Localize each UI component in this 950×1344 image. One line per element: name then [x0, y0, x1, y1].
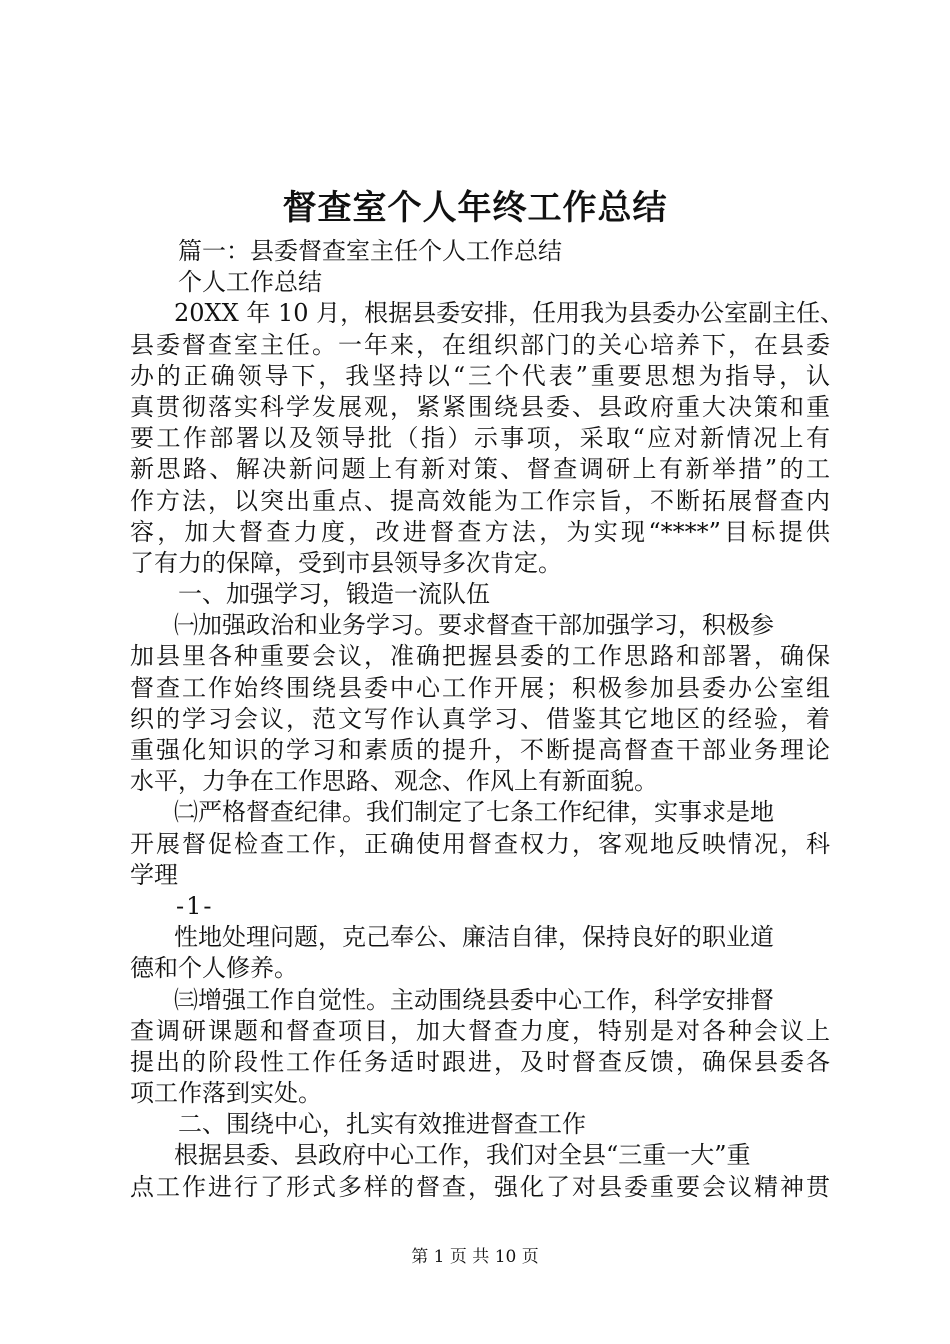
paragraph-line: 水平，力争在工作思路、观念、作风上有新面貌。: [130, 767, 658, 796]
paragraph-line: 县委督查室主任。一年来，在组织部门的关心培养下，在县委: [130, 330, 830, 359]
paragraph-line: 学理: [130, 860, 178, 889]
paragraph-line: 查调研课题和督查项目，加大督查力度，特别是对各种会议上: [130, 1016, 830, 1045]
paragraph-line: 了有力的保障，受到市县领导多次肯定。: [130, 548, 562, 577]
paragraph-line: 德和个人修养。: [130, 954, 298, 983]
paragraph-line: 督查工作始终围绕县委中心工作开展；积极参加县委办公室组: [130, 673, 830, 702]
paragraph-line: 性地处理问题，克己奉公、廉洁自律，保持良好的职业道: [174, 923, 774, 952]
paragraph-line: ㈢增强工作自觉性。主动围绕县委中心工作，科学安排督: [174, 985, 774, 1014]
subheading: 个人工作总结: [178, 268, 322, 297]
paragraph-line: 项工作落到实处。: [130, 1079, 322, 1108]
paragraph-line: ㈠加强政治和业务学习。要求督查干部加强学习，积极参: [174, 611, 774, 640]
section-heading: 一、加强学习，锻造一流队伍: [178, 580, 490, 609]
paragraph-line: 重强化知识的学习和素质的提升，不断提高督查干部业务理论: [130, 736, 830, 764]
paragraph-line: 20XX 年 10 月，根据县委安排，任用我为县委办公室副主任、: [174, 299, 845, 328]
page-footer: 第 1 页 共 10 页: [411, 1247, 539, 1267]
paragraph-line: 办的正确领导下，我坚持以“三个代表”重要思想为指导，认: [130, 361, 830, 390]
paragraph-line: 开展督促检查工作，正确使用督查权力，客观地反映情况，科: [130, 829, 830, 858]
paragraph-line: 加县里各种重要会议，准确把握县委的工作思路和部署，确保: [130, 642, 830, 671]
paragraph-line: 提出的阶段性工作任务适时跟进，及时督查反馈，确保县委各: [130, 1047, 830, 1076]
paragraph-line: 根据县委、县政府中心工作，我们对全县“三重一大”重: [174, 1141, 751, 1170]
section-heading: 篇一：县委督查室主任个人工作总结: [178, 237, 562, 265]
paragraph-line: 新思路、解决新问题上有新对策、督查调研上有新举措”的工: [130, 455, 830, 484]
paragraph-line: 点工作进行了形式多样的督查，强化了对县委重要会议精神贯: [130, 1172, 830, 1201]
document-title: 督查室个人年终工作总结: [282, 188, 668, 228]
page-number-mark: -1-: [176, 891, 214, 920]
paragraph-line: 作方法，以突出重点、提高效能为工作宗旨，不断拓展督查内: [130, 486, 830, 515]
paragraph-line: 织的学习会议，范文写作认真学习、借鉴其它地区的经验，着: [130, 704, 830, 733]
paragraph-line: 容，加大督查力度，改进督查方法，为实现“****”目标提供: [130, 517, 830, 546]
paragraph-line: 要工作部署以及领导批（指）示事项，采取“应对新情况上有: [130, 424, 830, 453]
document-body: [130, 236, 845, 1203]
section-heading: 二、围绕中心，扎实有效推进督查工作: [178, 1110, 586, 1139]
paragraph-line: 真贯彻落实科学发展观，紧紧围绕县委、县政府重大决策和重: [130, 392, 830, 421]
paragraph-line: ㈡严格督查纪律。我们制定了七条工作纪律，实事求是地: [174, 798, 774, 827]
